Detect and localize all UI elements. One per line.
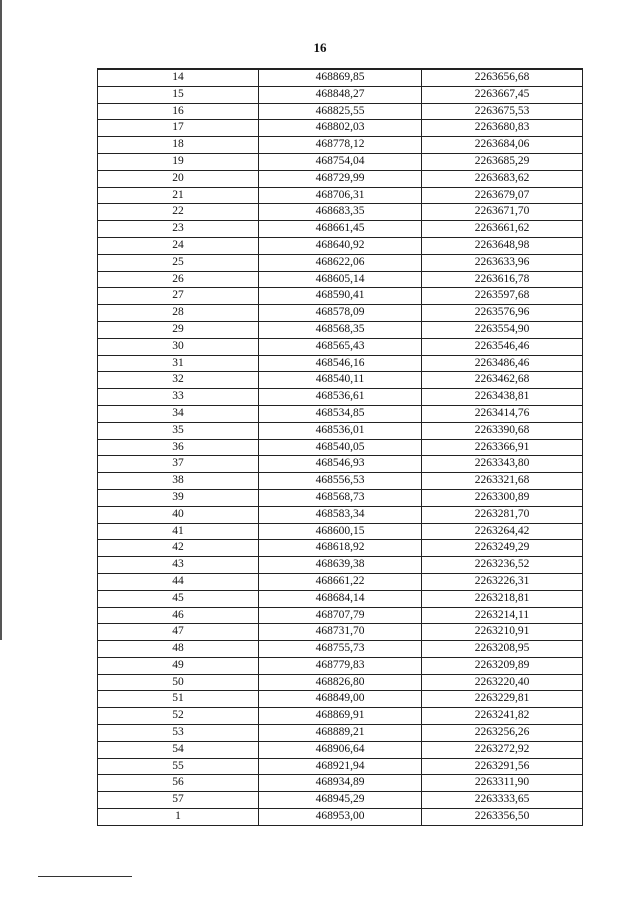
table-row	[98, 641, 583, 658]
y-coordinate-cell: 2263311,90	[422, 775, 583, 792]
point-number-cell: 53	[98, 725, 259, 742]
point-number-cell: 26	[98, 271, 259, 288]
table-row	[98, 624, 583, 641]
y-coordinate-cell: 2263684,06	[422, 137, 583, 154]
point-number-cell: 25	[98, 254, 259, 271]
point-number-cell: 30	[98, 338, 259, 355]
point-number-cell: 40	[98, 506, 259, 523]
y-coordinate-cell: 2263356,50	[422, 809, 583, 826]
point-number-cell: 19	[98, 153, 259, 170]
table-row	[98, 69, 583, 86]
y-coordinate-cell: 2263300,89	[422, 489, 583, 506]
point-number-cell: 20	[98, 170, 259, 187]
x-coordinate-cell: 468583,34	[259, 506, 422, 523]
x-coordinate-cell: 468779,83	[259, 657, 422, 674]
point-number-cell: 24	[98, 237, 259, 254]
table-row	[98, 607, 583, 624]
y-coordinate-cell: 2263249,29	[422, 540, 583, 557]
point-number-cell: 43	[98, 557, 259, 574]
table-row	[98, 305, 583, 322]
y-coordinate-cell: 2263648,98	[422, 237, 583, 254]
y-coordinate-cell: 2263226,31	[422, 573, 583, 590]
x-coordinate-cell: 468536,61	[259, 389, 422, 406]
point-number-cell: 44	[98, 573, 259, 590]
y-coordinate-cell: 2263667,45	[422, 86, 583, 103]
table-row	[98, 254, 583, 271]
y-coordinate-cell: 2263414,76	[422, 405, 583, 422]
y-coordinate-cell: 2263210,91	[422, 624, 583, 641]
x-coordinate-cell: 468906,64	[259, 741, 422, 758]
table-row	[98, 691, 583, 708]
y-coordinate-cell: 2263546,46	[422, 338, 583, 355]
point-number-cell: 21	[98, 187, 259, 204]
x-coordinate-cell: 468683,35	[259, 204, 422, 221]
table-row	[98, 204, 583, 221]
x-coordinate-cell: 468540,05	[259, 439, 422, 456]
y-coordinate-cell: 2263633,96	[422, 254, 583, 271]
y-coordinate-cell: 2263462,68	[422, 372, 583, 389]
table-row	[98, 473, 583, 490]
x-coordinate-cell: 468568,35	[259, 321, 422, 338]
point-number-cell: 14	[98, 69, 259, 86]
table-row	[98, 221, 583, 238]
table-row	[98, 355, 583, 372]
x-coordinate-cell: 468622,06	[259, 254, 422, 271]
point-number-cell: 50	[98, 674, 259, 691]
point-number-cell: 34	[98, 405, 259, 422]
table-row	[98, 422, 583, 439]
table-row	[98, 405, 583, 422]
y-coordinate-cell: 2263680,83	[422, 120, 583, 137]
x-coordinate-cell: 468639,38	[259, 557, 422, 574]
x-coordinate-cell: 468640,92	[259, 237, 422, 254]
point-number-cell: 33	[98, 389, 259, 406]
x-coordinate-cell: 468684,14	[259, 590, 422, 607]
table-row	[98, 657, 583, 674]
coordinates-table	[97, 68, 583, 826]
table-row	[98, 271, 583, 288]
point-number-cell: 15	[98, 86, 259, 103]
x-coordinate-cell: 468605,14	[259, 271, 422, 288]
x-coordinate-cell: 468953,00	[259, 809, 422, 826]
table-row	[98, 321, 583, 338]
x-coordinate-cell: 468707,79	[259, 607, 422, 624]
x-coordinate-cell: 468848,27	[259, 86, 422, 103]
point-number-cell: 54	[98, 741, 259, 758]
table-row	[98, 758, 583, 775]
point-number-cell: 22	[98, 204, 259, 221]
point-number-cell: 27	[98, 288, 259, 305]
table-row	[98, 103, 583, 120]
x-coordinate-cell: 468578,09	[259, 305, 422, 322]
x-coordinate-cell: 468889,21	[259, 725, 422, 742]
x-coordinate-cell: 468618,92	[259, 540, 422, 557]
y-coordinate-cell: 2263390,68	[422, 422, 583, 439]
point-number-cell: 51	[98, 691, 259, 708]
x-coordinate-cell: 468849,00	[259, 691, 422, 708]
table-row	[98, 187, 583, 204]
table-row	[98, 792, 583, 809]
y-coordinate-cell: 2263554,90	[422, 321, 583, 338]
x-coordinate-cell: 468921,94	[259, 758, 422, 775]
point-number-cell: 17	[98, 120, 259, 137]
x-coordinate-cell: 468565,43	[259, 338, 422, 355]
y-coordinate-cell: 2263321,68	[422, 473, 583, 490]
y-coordinate-cell: 2263616,78	[422, 271, 583, 288]
point-number-cell: 55	[98, 758, 259, 775]
x-coordinate-cell: 468706,31	[259, 187, 422, 204]
point-number-cell: 23	[98, 221, 259, 238]
footnote-separator	[38, 876, 132, 877]
y-coordinate-cell: 2263597,68	[422, 288, 583, 305]
point-number-cell: 31	[98, 355, 259, 372]
page-left-edge	[0, 0, 2, 640]
y-coordinate-cell: 2263256,26	[422, 725, 583, 742]
table-row	[98, 137, 583, 154]
point-number-cell: 39	[98, 489, 259, 506]
x-coordinate-cell: 468661,22	[259, 573, 422, 590]
y-coordinate-cell: 2263366,91	[422, 439, 583, 456]
y-coordinate-cell: 2263683,62	[422, 170, 583, 187]
point-number-cell: 32	[98, 372, 259, 389]
x-coordinate-cell: 468945,29	[259, 792, 422, 809]
x-coordinate-cell: 468546,93	[259, 456, 422, 473]
table-row	[98, 489, 583, 506]
y-coordinate-cell: 2263220,40	[422, 674, 583, 691]
point-number-cell: 52	[98, 708, 259, 725]
point-number-cell: 56	[98, 775, 259, 792]
point-number-cell: 49	[98, 657, 259, 674]
table-row	[98, 540, 583, 557]
y-coordinate-cell: 2263229,81	[422, 691, 583, 708]
y-coordinate-cell: 2263576,96	[422, 305, 583, 322]
y-coordinate-cell: 2263679,07	[422, 187, 583, 204]
point-number-cell: 48	[98, 641, 259, 658]
y-coordinate-cell: 2263272,92	[422, 741, 583, 758]
x-coordinate-cell: 468590,41	[259, 288, 422, 305]
y-coordinate-cell: 2263486,46	[422, 355, 583, 372]
table-row	[98, 809, 583, 826]
y-coordinate-cell: 2263214,11	[422, 607, 583, 624]
point-number-cell: 37	[98, 456, 259, 473]
y-coordinate-cell: 2263333,65	[422, 792, 583, 809]
coordinates-table-body	[98, 69, 583, 825]
point-number-cell: 35	[98, 422, 259, 439]
point-number-cell: 57	[98, 792, 259, 809]
point-number-cell: 28	[98, 305, 259, 322]
y-coordinate-cell: 2263661,62	[422, 221, 583, 238]
table-row	[98, 674, 583, 691]
point-number-cell: 18	[98, 137, 259, 154]
y-coordinate-cell: 2263675,53	[422, 103, 583, 120]
y-coordinate-cell: 2263264,42	[422, 523, 583, 540]
table-row	[98, 237, 583, 254]
x-coordinate-cell: 468600,15	[259, 523, 422, 540]
x-coordinate-cell: 468934,89	[259, 775, 422, 792]
x-coordinate-cell: 468869,91	[259, 708, 422, 725]
point-number-cell: 36	[98, 439, 259, 456]
x-coordinate-cell: 468755,73	[259, 641, 422, 658]
y-coordinate-cell: 2263241,82	[422, 708, 583, 725]
y-coordinate-cell: 2263656,68	[422, 69, 583, 86]
y-coordinate-cell: 2263209,89	[422, 657, 583, 674]
table-row	[98, 338, 583, 355]
x-coordinate-cell: 468802,03	[259, 120, 422, 137]
table-row	[98, 86, 583, 103]
table-row	[98, 120, 583, 137]
y-coordinate-cell: 2263671,70	[422, 204, 583, 221]
x-coordinate-cell: 468661,45	[259, 221, 422, 238]
page-number: 16	[313, 40, 327, 55]
table-row	[98, 590, 583, 607]
point-number-cell: 29	[98, 321, 259, 338]
x-coordinate-cell: 468536,01	[259, 422, 422, 439]
table-row	[98, 170, 583, 187]
point-number-cell: 41	[98, 523, 259, 540]
x-coordinate-cell: 468534,85	[259, 405, 422, 422]
table-row	[98, 708, 583, 725]
table-row	[98, 573, 583, 590]
x-coordinate-cell: 468754,04	[259, 153, 422, 170]
y-coordinate-cell: 2263208,95	[422, 641, 583, 658]
y-coordinate-cell: 2263291,56	[422, 758, 583, 775]
x-coordinate-cell: 468826,80	[259, 674, 422, 691]
table-row	[98, 775, 583, 792]
table-row	[98, 741, 583, 758]
table-row	[98, 439, 583, 456]
table-row	[98, 456, 583, 473]
table-row	[98, 523, 583, 540]
table-row	[98, 557, 583, 574]
point-number-cell: 16	[98, 103, 259, 120]
x-coordinate-cell: 468778,12	[259, 137, 422, 154]
point-number-cell: 1	[98, 809, 259, 826]
y-coordinate-cell: 2263281,70	[422, 506, 583, 523]
point-number-cell: 38	[98, 473, 259, 490]
table-row	[98, 372, 583, 389]
point-number-cell: 42	[98, 540, 259, 557]
x-coordinate-cell: 468540,11	[259, 372, 422, 389]
point-number-cell: 45	[98, 590, 259, 607]
x-coordinate-cell: 468546,16	[259, 355, 422, 372]
y-coordinate-cell: 2263236,52	[422, 557, 583, 574]
x-coordinate-cell: 468556,53	[259, 473, 422, 490]
point-number-cell: 47	[98, 624, 259, 641]
x-coordinate-cell: 468731,70	[259, 624, 422, 641]
x-coordinate-cell: 468825,55	[259, 103, 422, 120]
x-coordinate-cell: 468568,73	[259, 489, 422, 506]
table-row	[98, 288, 583, 305]
point-number-cell: 46	[98, 607, 259, 624]
y-coordinate-cell: 2263218,81	[422, 590, 583, 607]
table-row	[98, 153, 583, 170]
table-row	[98, 506, 583, 523]
x-coordinate-cell: 468729,99	[259, 170, 422, 187]
table-row	[98, 389, 583, 406]
x-coordinate-cell: 468869,85	[259, 69, 422, 86]
table-row	[98, 725, 583, 742]
y-coordinate-cell: 2263438,81	[422, 389, 583, 406]
y-coordinate-cell: 2263343,80	[422, 456, 583, 473]
y-coordinate-cell: 2263685,29	[422, 153, 583, 170]
